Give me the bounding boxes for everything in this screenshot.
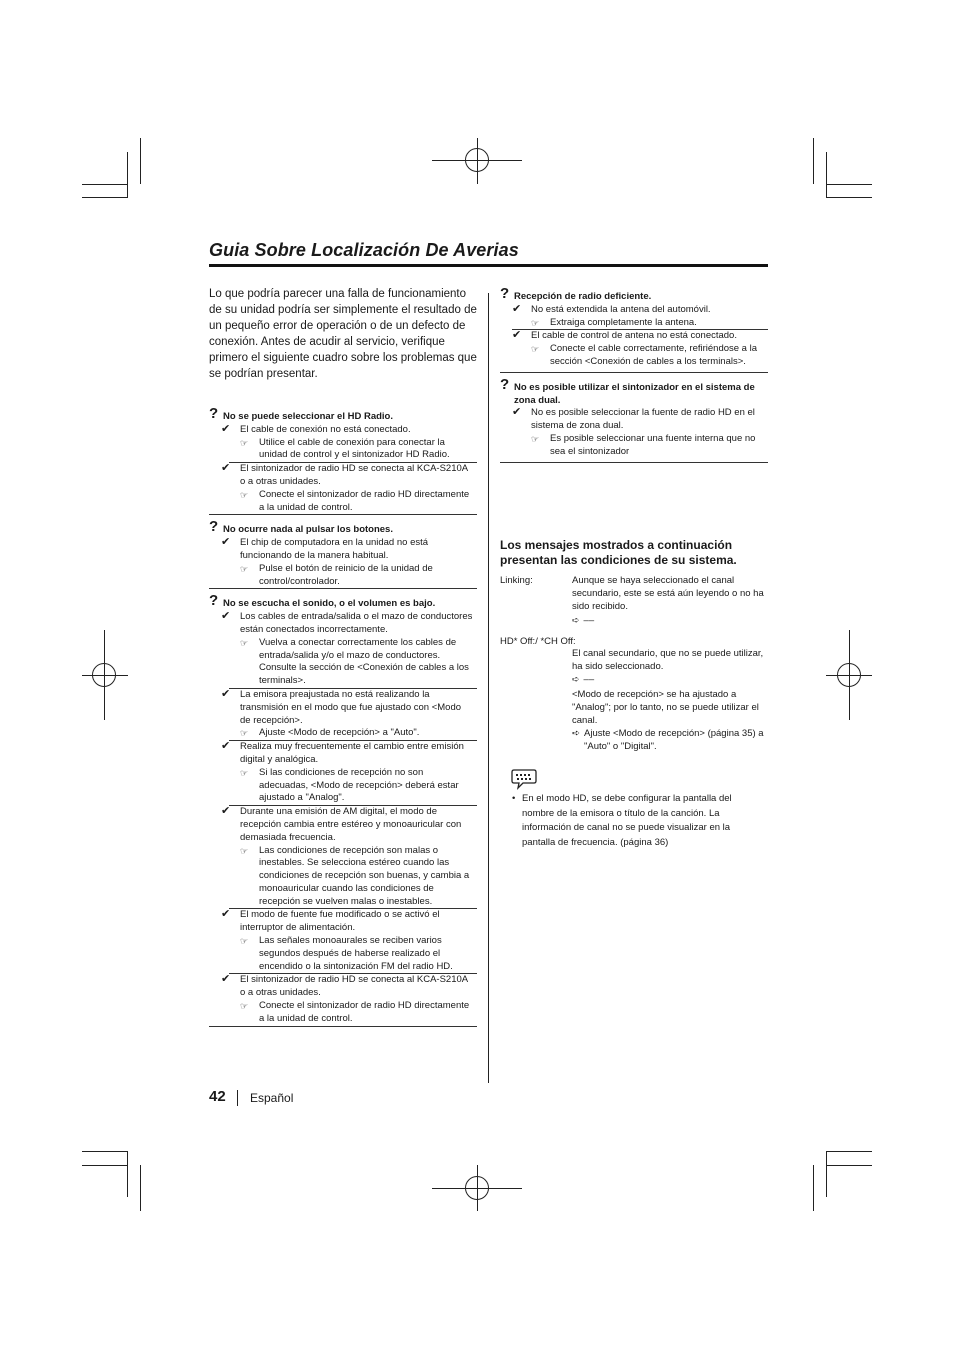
check-icon: ✔	[221, 908, 231, 921]
cause: ✔ El sintonizador de radio HD se conecta al KCA-S210A o a otras unidades.	[221, 973, 468, 999]
pointing-hand-icon: ☞	[240, 437, 249, 448]
pointing-hand-icon: ☞	[240, 563, 249, 574]
note-icon	[511, 768, 537, 790]
cause: ✔ El cable de control de antena no está conectado.	[512, 329, 737, 342]
page-title: Guia Sobre Localización De Averias	[209, 240, 519, 260]
cause: ✔ No es posible seleccionar la fuente de radio HD en el sistema de zona dual.	[512, 406, 755, 432]
message-text-hd-off: El canal secundario, que no se puede utilizar, ha sido seleccionado.	[572, 648, 764, 672]
question: ? No se escucha el sonido, o el volumen es bajo.	[209, 592, 436, 610]
pointing-hand-icon: ☞	[240, 728, 249, 739]
pointing-hand-icon: ☞	[240, 936, 249, 947]
question-mark-icon: ?	[500, 375, 510, 393]
check-icon: ✔	[221, 422, 231, 435]
check-icon: ✔	[512, 302, 522, 315]
bullet-icon: •	[512, 793, 516, 804]
note-text: En el modo HD, se debe configurar la pantalla del nombre de la emisora o título de la canción. La información de canal no se puede visualizar en la pantalla de frecuencia. (página 36)	[522, 793, 732, 848]
pointing-hand-icon: ☞	[531, 344, 540, 355]
check-icon: ✔	[512, 406, 522, 419]
check-icon: ✔	[221, 462, 231, 475]
divider	[500, 462, 768, 463]
arrow-icon: ➪	[572, 728, 580, 739]
message-action-hd-off: ➪ ––	[572, 674, 595, 685]
cause: ✔ No está extendida la antena del automóvil.	[512, 302, 711, 315]
cause: ✔ Durante una emisión de AM digital, el modo de recepción cambia entre estéreo y monoauricular con demasiada frecuencia.	[221, 805, 462, 843]
arrow-icon: ➪	[572, 615, 580, 625]
message-text-linking: Aunque se haya seleccionado el canal secundario, este se está aún leyendo o no ha sido recibido.	[572, 575, 764, 612]
remedy: ☞ Pulse el botón de reinicio de la unidad de control/controlador.	[240, 562, 433, 587]
remedy: ☞ Las condiciones de recepción son malas o inestables. Se selecciona estéreo cuando las condiciones de recepción son buenas, y cambia a monoauricular cuando las condiciones de recepción se vuelven malas o inestables.	[240, 844, 470, 907]
message-label-hd-off: HD* Off:/ *CH Off:	[500, 636, 576, 647]
right-troubleshooting	[500, 285, 768, 463]
question: ? No ocurre nada al pulsar los botones.	[209, 518, 393, 536]
question: ? No se puede seleccionar el HD Radio.	[209, 405, 393, 422]
check-icon: ✔	[221, 687, 231, 700]
pointing-hand-icon: ☞	[240, 767, 249, 778]
note-bullet	[512, 792, 757, 850]
check-icon: ✔	[221, 805, 231, 818]
pointing-hand-icon: ☞	[240, 637, 249, 648]
cause: ✔ El cable de conexión no está conectado.	[221, 422, 411, 435]
cause: ✔ La emisora preajustada no está realizando la transmisión en el modo que fue ajustado con <Modo de recepción>.	[221, 687, 462, 726]
question: ? No es posible utilizar el sintonizador en el sistema de zona dual.	[500, 375, 755, 406]
pointing-hand-icon: ☞	[531, 433, 540, 444]
remedy: ☞ Ajuste <Modo de recepción> a "Auto".	[240, 727, 420, 739]
question-mark-icon: ?	[209, 518, 219, 536]
message-action-analog: Ajuste <Modo de recepción> (página 35) a "Auto" o "Digital".	[584, 728, 764, 752]
check-icon: ✔	[221, 536, 231, 549]
cause: ✔ El sintonizador de radio HD se conecta al KCA-S210A o a otras unidades.	[221, 462, 468, 487]
question: ? Recepción de radio deficiente.	[500, 285, 652, 302]
title-rule	[209, 264, 768, 267]
cause: ✔ Los cables de entrada/salida o el mazo de conductores están conectados incorrectamente.	[221, 610, 473, 635]
message-action-linking: ➪ ––	[572, 615, 595, 626]
remedy: ☞ Utilice el cable de conexión para conectar la unidad de control y el sintonizador HD Radio.	[240, 436, 450, 461]
cause: ✔ Realiza muy frecuentemente el cambio entre emisión digital y analógica.	[221, 740, 464, 765]
cause: ✔ El modo de fuente fue modificado o se activó el interruptor de alimentación.	[221, 908, 440, 934]
language-label: Español	[250, 1091, 294, 1105]
check-icon: ✔	[221, 740, 231, 753]
remedy: ☞ Es posible seleccionar una fuente interna que no sea el sintonizador	[531, 432, 756, 457]
pointing-hand-icon: ☞	[240, 1001, 249, 1012]
question-mark-icon: ?	[500, 285, 510, 302]
check-icon: ✔	[221, 610, 231, 623]
footer-separator	[237, 1090, 238, 1106]
messages-heading: Los mensajes mostrados a continuación presentan las condiciones de su sistema.	[500, 538, 737, 567]
remedy: ☞ Conecte el sintonizador de radio HD directamente a la unidad de control.	[240, 1000, 470, 1024]
column-divider	[488, 293, 489, 1083]
pointing-hand-icon: ☞	[240, 489, 249, 500]
check-icon: ✔	[512, 329, 522, 342]
arrow-icon: ➪	[572, 674, 580, 684]
message-label-linking: Linking:	[500, 575, 533, 586]
question-mark-icon: ?	[209, 592, 219, 610]
intro-paragraph: Lo que podría parecer una falla de funcionamiento de su unidad podría ser simplemente el resultado de un pequeño error de operación o de un defecto de conexión. Antes de acudir al servicio, verifique primero el siguiente cuadro sobre los problemas que se podrían presentar.	[209, 288, 477, 380]
page-number: 42	[209, 1088, 226, 1105]
pointing-hand-icon: ☞	[240, 845, 249, 856]
question-mark-icon: ?	[209, 405, 219, 422]
pointing-hand-icon: ☞	[531, 317, 540, 328]
cause: ✔ El chip de computadora en la unidad no está funcionando de la manera habitual.	[221, 536, 429, 561]
divider	[209, 1026, 477, 1027]
remedy: ☞ Las señales monoaurales se reciben varios segundos después de haberse realizado el encendido o la sintonización FM del radio HD.	[240, 935, 453, 972]
remedy: ☞ Si las condiciones de recepción no son adecuadas, <Modo de recepción> deberá estar ajustado a "Analog".	[240, 766, 459, 804]
check-icon: ✔	[221, 973, 231, 986]
remedy: ☞ Conecte el sintonizador de radio HD directamente a la unidad de control.	[240, 488, 470, 513]
remedy: ☞ Vuelva a conectar correctamente los cables de entrada/salida y/o el mazo de conductores. Consulte la sección de <Conexión de cables a los terminals>.	[240, 636, 469, 687]
remedy: ☞ Extraiga completamente la antena.	[531, 316, 697, 328]
left-troubleshooting	[209, 405, 477, 1027]
message-text-analog: <Modo de recepción> se ha ajustado a "Analog"; por lo tanto, no se puede utilizar el canal.	[572, 689, 759, 726]
remedy: ☞ Conecte el cable correctamente, refiriéndose a la sección <Conexión de cables a los terminals>.	[531, 343, 758, 367]
